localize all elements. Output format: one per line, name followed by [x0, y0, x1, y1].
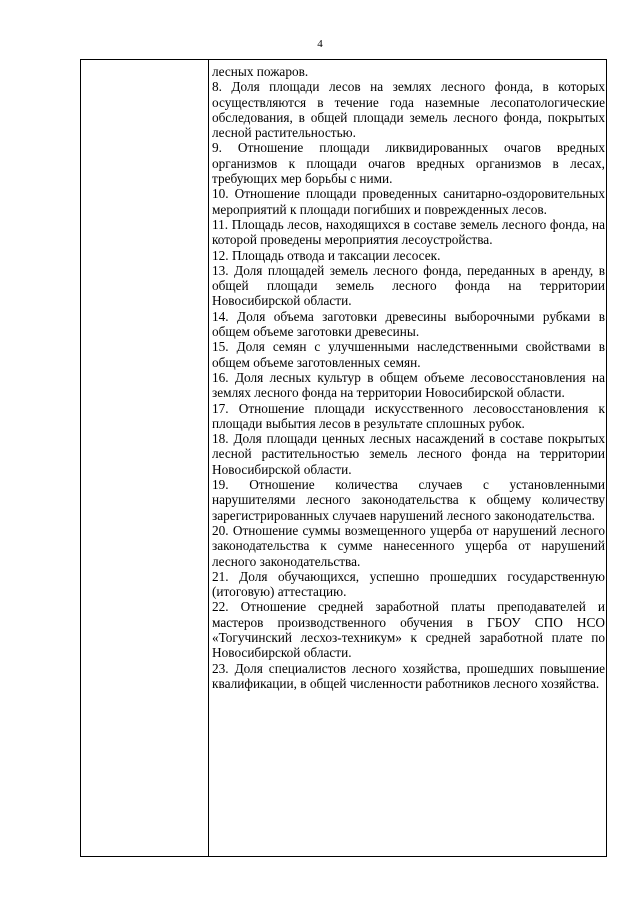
indicator-list [212, 64, 605, 691]
indicator-item: 21. Доля обучающихся, успешно прошедших государственную (итоговую) аттестацию. [212, 568, 605, 600]
indicator-item: 22. Отношение средней заработной платы преподавателей и мастеров производственного обучения в ГБОУ СПО НСО «Тогучинский лесхоз-техникум» к средней заработной плате по Новосибирской области. [212, 599, 605, 661]
indicator-item: 16. Доля лесных культур в общем объеме лесовосстановления на землях лесного фонда на территории Новосибирской области. [212, 369, 605, 401]
indicator-item: 13. Доля площадей земель лесного фонда, переданных в аренду, в общей площади земель лесного фонда на территории Новосибирской области. [212, 262, 605, 309]
indicator-item: 10. Отношение площади проведенных санитарно-оздоровительных мероприятий к площади погибших и поврежденных лесов. [212, 186, 605, 217]
indicator-item: 18. Доля площади ценных лесных насаждений в составе покрытых лесной растительностью земель лесного фонда на территории Новосибирской области. [212, 431, 605, 477]
indicator-item: лесных пожаров. [212, 64, 309, 79]
indicator-item: 19. Отношение количества случаев с установленными нарушителями лесного законодательства к общему количеству зарегистрированных случаев нарушений лесного законодательства. [212, 477, 605, 523]
indicator-item: 23. Доля специалистов лесного хозяйства, прошедших повышение квалификации, в общей численности работников лесного хозяйства. [212, 660, 605, 691]
empty-left-cell [81, 60, 208, 856]
indicator-item: 17. Отношение площади искусственного лесовосстановления к площади выбытия лесов в результате сплошных рубок. [212, 400, 605, 431]
indicator-item: 11. Площадь лесов, находящихся в составе земель лесного фонда, на которой проведены мероприятия лесоустройства. [212, 216, 605, 248]
indicator-item: 15. Доля семян с улучшенными наследственными свойствами в общем объеме заготовленных семян. [212, 339, 605, 370]
column-divider [208, 60, 209, 856]
indicator-item: 8. Доля площади лесов на землях лесного фонда, в которых осуществляются в течение года наземные лесопатологические обследования, в общей площади земель лесного фонда, покрытых лесной растительностью. [212, 79, 605, 141]
indicator-item: 14. Доля объема заготовки древесины выборочными рубками в общем объеме заготовки древесины. [212, 308, 605, 340]
indicator-table [80, 59, 607, 857]
page-number: 4 [317, 38, 323, 50]
indicator-item: 12. Площадь отвода и таксации лесосек. [212, 247, 441, 263]
indicator-item: 20. Отношение суммы возмещенного ущерба от нарушений лесного законодательства к сумме нанесенного ущерба от нарушений лесного законодательства. [212, 522, 605, 569]
indicator-item: 9. Отношение площади ликвидированных очагов вредных организмов к площади очагов вредных организмов в лесах, требующих мер борьбы с ними. [212, 140, 605, 187]
